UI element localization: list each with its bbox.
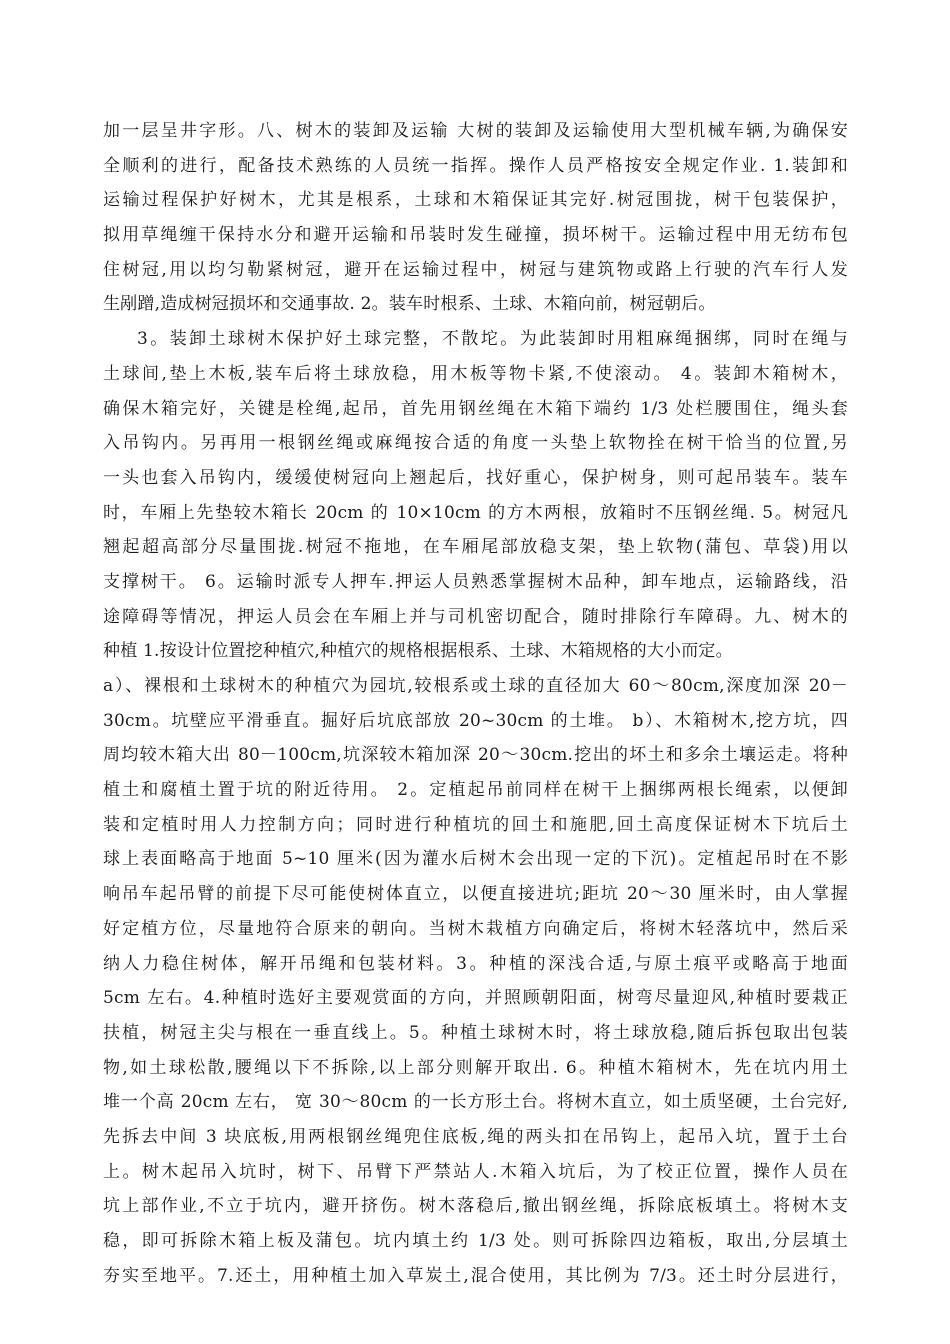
text-line: 全顺利的进行，配备技术熟练的人员统一指挥。操作人员严格按安全规定作业. 1.装卸和: [103, 155, 848, 176]
text-line: 生剐蹭,造成树冠损坏和交通事故. 2。装车时根系、土球、木箱向前，树冠朝后。: [103, 294, 716, 315]
text-line: 坑上部作业,不立于坑内，避开挤伤。树木落稳后,撤出钢丝绳，拆除底板填土。将树木支: [103, 1196, 848, 1217]
text-line: 响吊车起吊臂的前提下尽可能使树体直立，以便直接进坑;距坑 20～30 厘米时，由人掌握: [103, 884, 848, 905]
text-line: 好定植方位，尽量地符合原来的朝向。当树木栽植方向确定后，将树木轻落坑中，然后采: [103, 918, 848, 939]
text-line: 周均较木箱大出 80－100cm,坑深较木箱加深 20～30cm.挖出的坏土和多余土壤运走。将种: [103, 745, 848, 766]
text-line: 先拆去中间 3 块底板,用两根钢丝绳兜住底板,绳的两头扣在吊钩上，起吊入坑，置于土台: [103, 1126, 848, 1147]
text-line: 物,如土球松散,腰绳以下不拆除,以上部分则解开取出. 6。种植木箱树木，先在坑内用土: [103, 1057, 848, 1078]
text-line: 加一层呈井字形。八、树木的装卸及运输 大树的装卸及运输使用大型机械车辆,为确保安: [103, 121, 848, 141]
text-line: 入吊钩内。另再用一根钢丝绳或麻绳按合适的角度一头垫上软物拴在树干恰当的位置,另: [103, 433, 848, 454]
text-line: 住树冠,用以均匀勒紧树冠，避开在运输过程中，树冠与建筑物或路上行驶的汽车行人发: [103, 259, 848, 280]
text-line: 30cm。坑壁应平滑垂直。掘好后坑底部放 20~30cm 的土堆。 b）、木箱树木,挖方坑，四: [103, 710, 848, 731]
text-line: 3。装卸土球树木保护好土球完整，不散坨。为此装卸时用粗麻绳捆绑，同时在绳与: [137, 329, 848, 350]
text-line: 拟用草绳缠干保持水分和避开运输和吊装时发生碰撞，损坏树干。运输过程中用无纺布包: [103, 225, 848, 246]
text-line: 堆一个高 20cm 左右， 宽 30～80cm 的一长方形土台。将树木直立，如土质坚硬，土台完好,: [103, 1092, 848, 1113]
text-line: 时，车厢上先垫较木箱长 20cm 的 10×10cm 的方木两根，放箱时不压钢丝绳. 5。树冠凡: [103, 502, 848, 523]
text-line: 途障碍等情况，押运人员会在车厢上并与司机密切配合，随时排除行车障碍。九、树木的: [103, 606, 848, 627]
text-line: 土球间,垫上木板,装车后将土球放稳，用木板等物卡紧,不使滚动。 4。装卸木箱树木，: [103, 363, 848, 384]
text-line: 翘起超高部分尽量围拢.树冠不拖地，在车厢尾部放稳支架，垫上软物(蒲包、草袋)用以: [103, 537, 848, 558]
text-line: 稳，即可拆除木箱上板及蒲包。坑内填土约 1/3 处。则可拆除四边箱板，取出,分层填土: [103, 1231, 848, 1251]
text-line: 确保木箱完好，关键是栓绳,起吊，首先用钢丝绳在木箱下端约 1/3 处栏腰围住，绳头套: [103, 398, 848, 419]
text-line: 一头也套入吊钩内，缓缓使树冠向上翘起后，找好重心，保护树身，则可起吊装车。装车: [103, 467, 848, 488]
text-line: a）、裸根和土球树木的种植穴为园坑,较根系或土球的直径加大 60～80cm,深度加深 20－: [103, 676, 848, 696]
text-line: 纳人力稳住树体，解开吊绳和包装材料。3。种植的深浅合适,与原土痕平或略高于地面: [103, 953, 848, 974]
text-line: 夯实至地平。7.还土，用种植土加入草炭土,混合使用，其比例为 7/3。还土时分层进行，: [103, 1265, 848, 1286]
text-line: 上。树木起吊入坑时，树下、吊臂下严禁站人.木箱入坑后，为了校正位置，操作人员在: [103, 1161, 848, 1182]
text-line: 扶植，树冠主尖与根在一垂直线上。5。种植土球树木时，将土球放稳,随后拆包取出包装: [103, 1022, 848, 1043]
text-line: 装和定植时用人力控制方向；同时进行种植坑的回土和施肥,回土高度保证树木下坑后土: [103, 814, 848, 835]
text-line: 运输过程保护好树木，尤其是根系，土球和木箱保证其完好.树冠围拢，树干包装保护，: [103, 190, 848, 211]
text-line: 植土和腐植土置于坑的附近待用。 2。定植起吊前同样在树干上捆绑两根长绳索，以便卸: [103, 780, 848, 801]
text-line: 5cm 左右。4.种植时选好主要观赏面的方向，并照顾朝阳面，树弯尽量迎风,种植时要栽正: [103, 988, 848, 1009]
document-page: [103, 114, 848, 1293]
text-line: 球上表面略高于地面 5~10 厘米(因为灌水后树木会出现一定的下沉)。定植起吊时在不影: [103, 849, 848, 870]
text-line: 支撑树干。 6。运输时派专人押车.押运人员熟悉掌握树木品种，卸车地点，运输路线，沿: [103, 571, 848, 592]
text-line: 种植 1.按设计位置挖种植穴,种植穴的规格根据根系、土球、木箱规格的大小而定。: [103, 641, 733, 662]
